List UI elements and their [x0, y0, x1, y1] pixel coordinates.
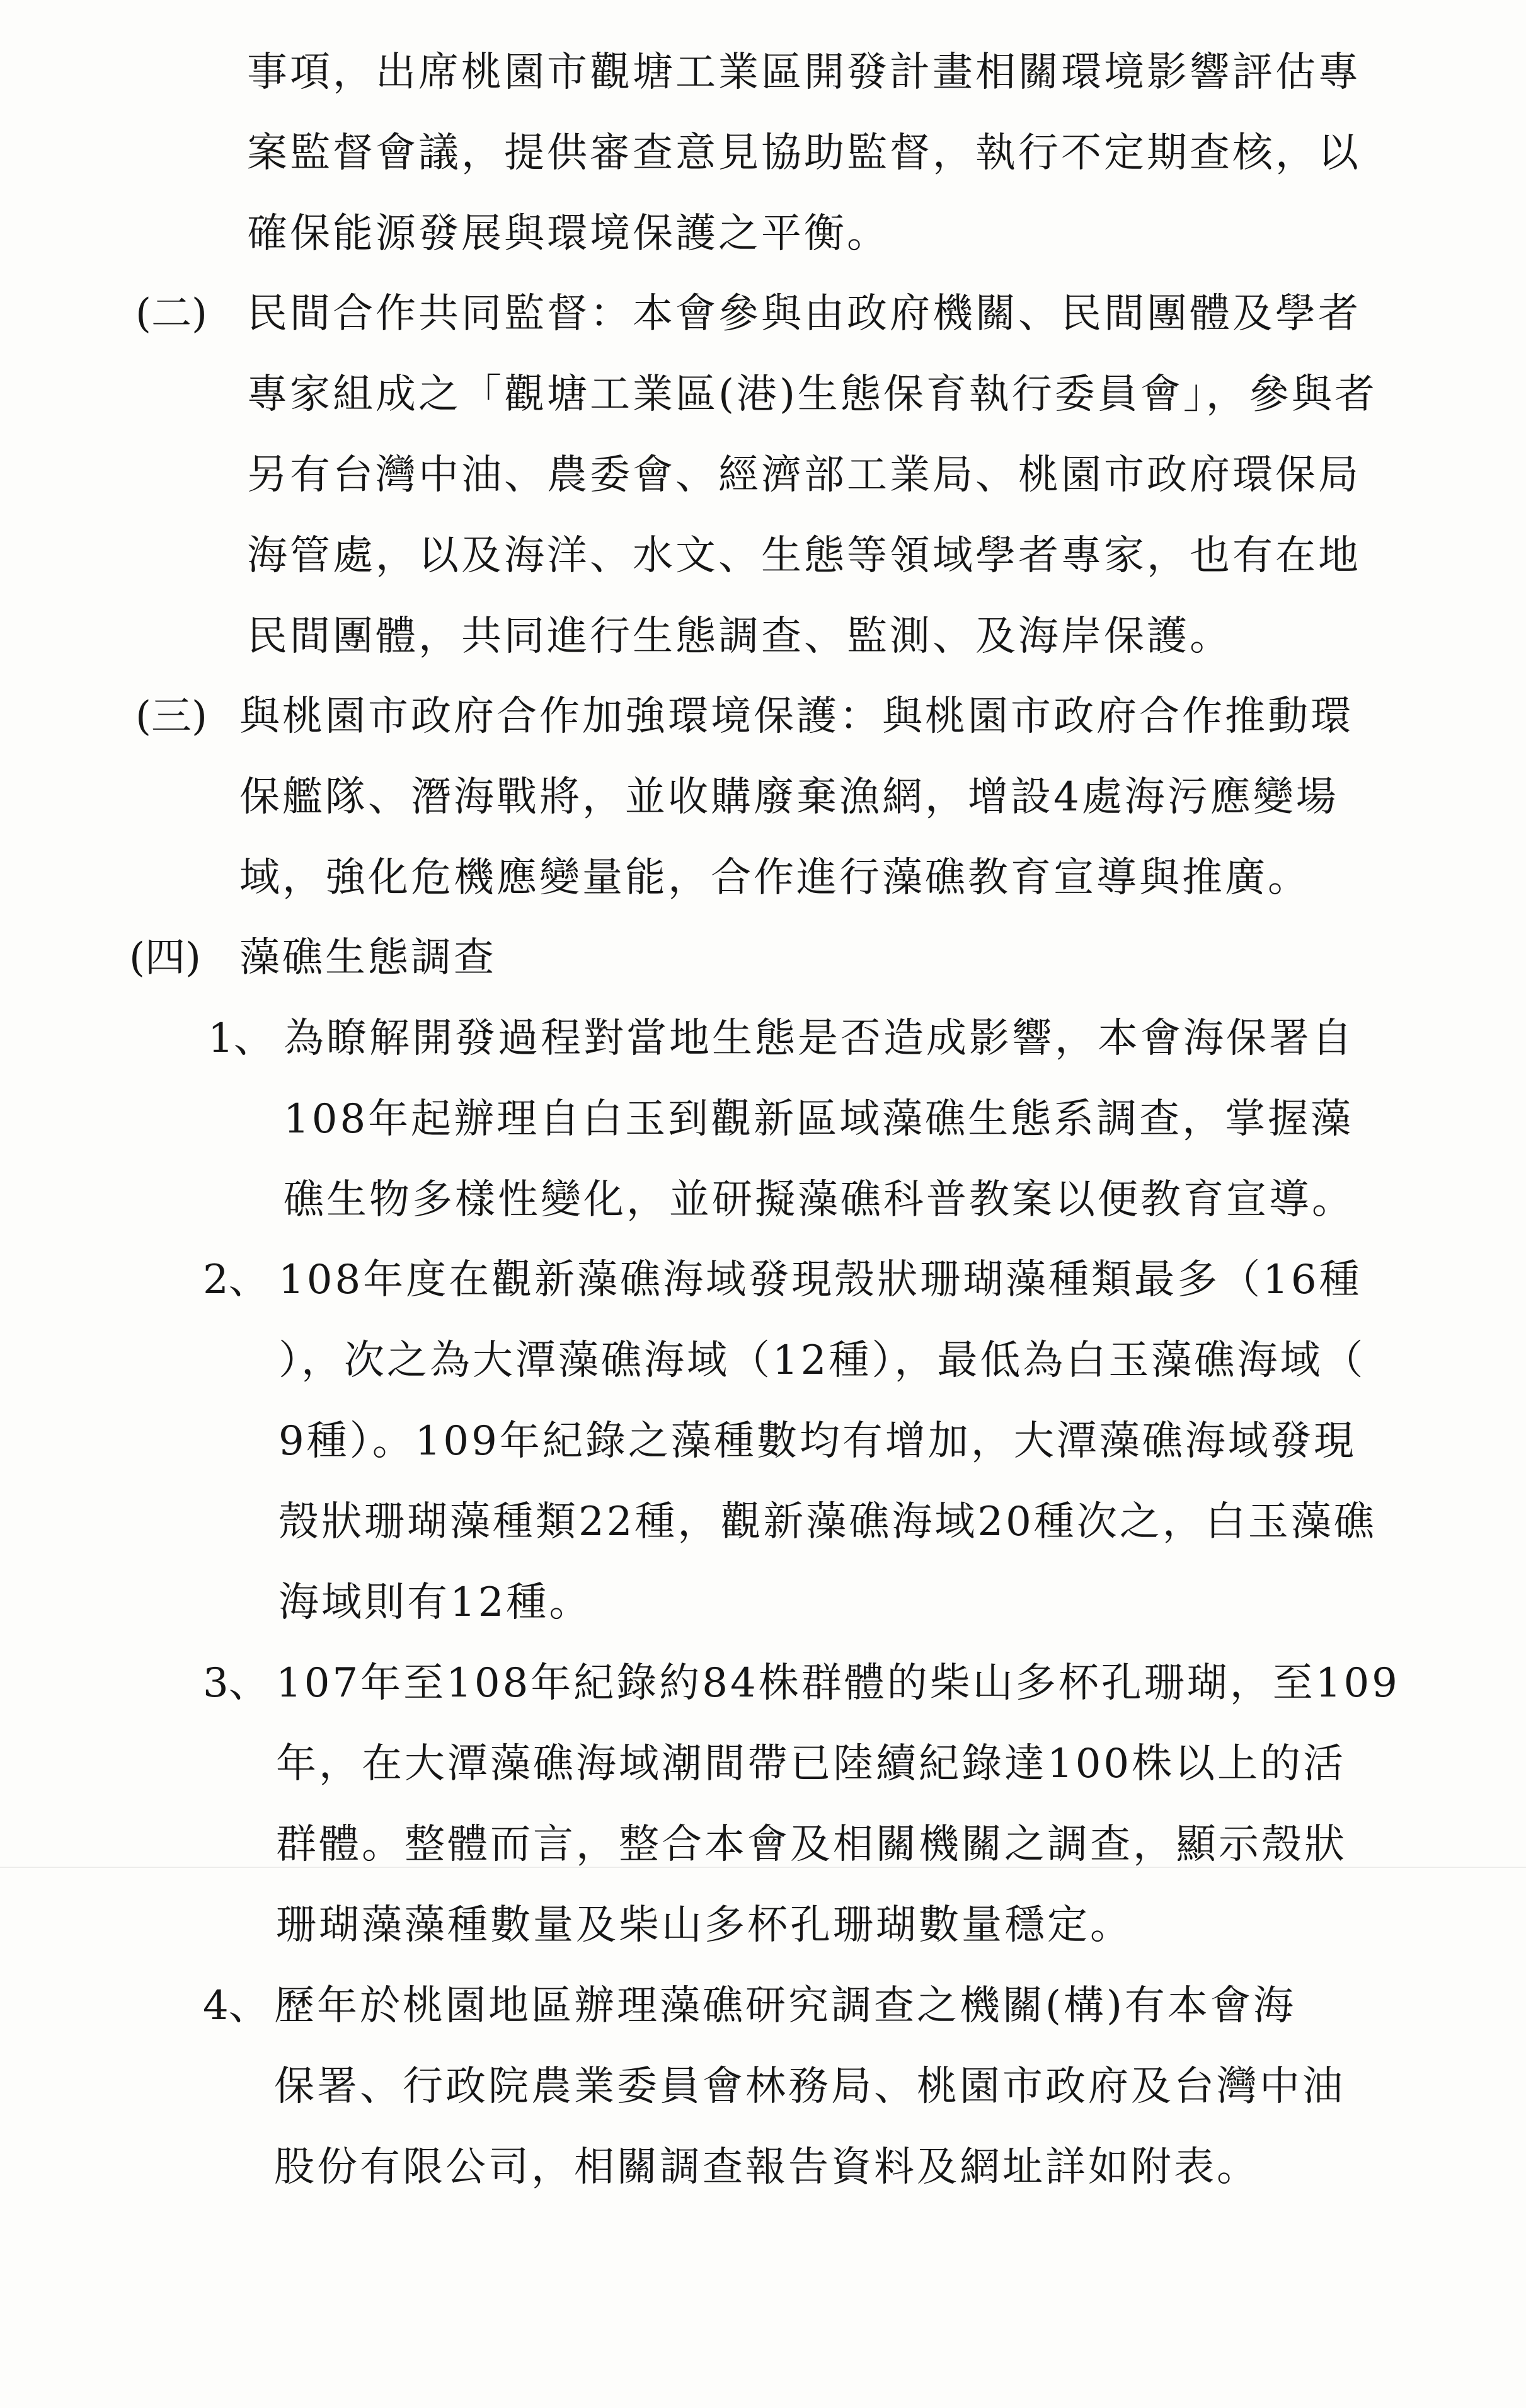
text-line: 108年起辦理自白玉到觀新區域藻礁生態系調查，掌握藻	[284, 1096, 1354, 1143]
text-line: 群體。整體而言，整合本會及相關機關之調查，顯示殼狀	[276, 1821, 1347, 1868]
section-heading: 藻礁生態調查	[239, 935, 496, 981]
text-line: 保署、行政院農業委員會林務局、桃園市政府及台灣中油	[274, 2063, 1345, 2110]
text-line: 股份有限公司，相關調查報告資料及網址詳如附表。	[274, 2144, 1259, 2191]
text-line: 珊瑚藻藻種數量及柴山多杯孔珊瑚數量穩定。	[276, 1902, 1133, 1949]
text-line: 民間合作共同監督：本會參與由政府機關、民間團體及學者	[247, 291, 1361, 337]
text-line: 歷年於桃園地區辦理藻礁研究調查之機關(構)有本會海	[274, 1983, 1296, 2029]
text-line: 民間團體，共同進行生態調查、監測、及海岸保護。	[247, 613, 1232, 660]
section-marker: (四)	[129, 935, 201, 981]
item-marker: 1、	[208, 1015, 274, 1062]
text-line: 107年至108年紀錄約84株群體的柴山多杯孔珊瑚，至109	[276, 1660, 1400, 1707]
item-marker: 4、	[203, 1983, 269, 2029]
text-line: 108年度在觀新藻礁海域發現殼狀珊瑚藻種類最多（16種	[278, 1257, 1362, 1303]
text-line: 案監督會議，提供審查意見協助監督，執行不定期查核，以	[247, 130, 1361, 176]
text-line: ），次之為大潭藻礁海域（12種），最低為白玉藻礁海域（	[278, 1337, 1366, 1384]
item-marker: 2、	[203, 1257, 269, 1303]
section-marker: (三)	[135, 693, 207, 740]
text-line: 域，強化危機應變量能，合作進行藻礁教育宣導與推廣。	[239, 855, 1311, 901]
text-line: 9種）。109年紀錄之藻種數均有增加，大潭藻礁海域發現	[278, 1418, 1357, 1465]
text-line: 殼狀珊瑚藻種類22種，觀新藻礁海域20種次之，白玉藻礁	[278, 1499, 1377, 1545]
text-line: 海管處，以及海洋、水文、生態等領域學者專家，也有在地	[247, 533, 1361, 579]
text-line: 事項，出席桃園市觀塘工業區開發計畫相關環境影響評估專	[247, 49, 1361, 96]
text-line: 年，在大潭藻礁海域潮間帶已陸續紀錄達100株以上的活	[276, 1741, 1346, 1787]
text-line: 確保能源發展與環境保護之平衡。	[247, 210, 890, 257]
section-marker: (二)	[135, 291, 207, 337]
text-line: 與桃園市政府合作加強環境保護：與桃園市政府合作推動環	[239, 693, 1353, 740]
text-line: 另有台灣中油、農委會、經濟部工業局、桃園市政府環保局	[247, 452, 1361, 498]
text-line: 專家組成之「觀塘工業區(港)生態保育執行委員會」，參與者	[247, 371, 1377, 418]
text-line: 海域則有12種。	[278, 1579, 592, 1626]
text-line: 礁生物多樣性變化，並研擬藻礁科普教案以便教育宣導。	[284, 1177, 1355, 1223]
text-line: 保艦隊、潛海戰將，並收購廢棄漁網，增設4處海污應變場	[239, 774, 1339, 821]
text-line: 為瞭解開發過程對當地生態是否造成影響，本會海保署自	[284, 1015, 1355, 1062]
item-marker: 3、	[203, 1660, 269, 1707]
